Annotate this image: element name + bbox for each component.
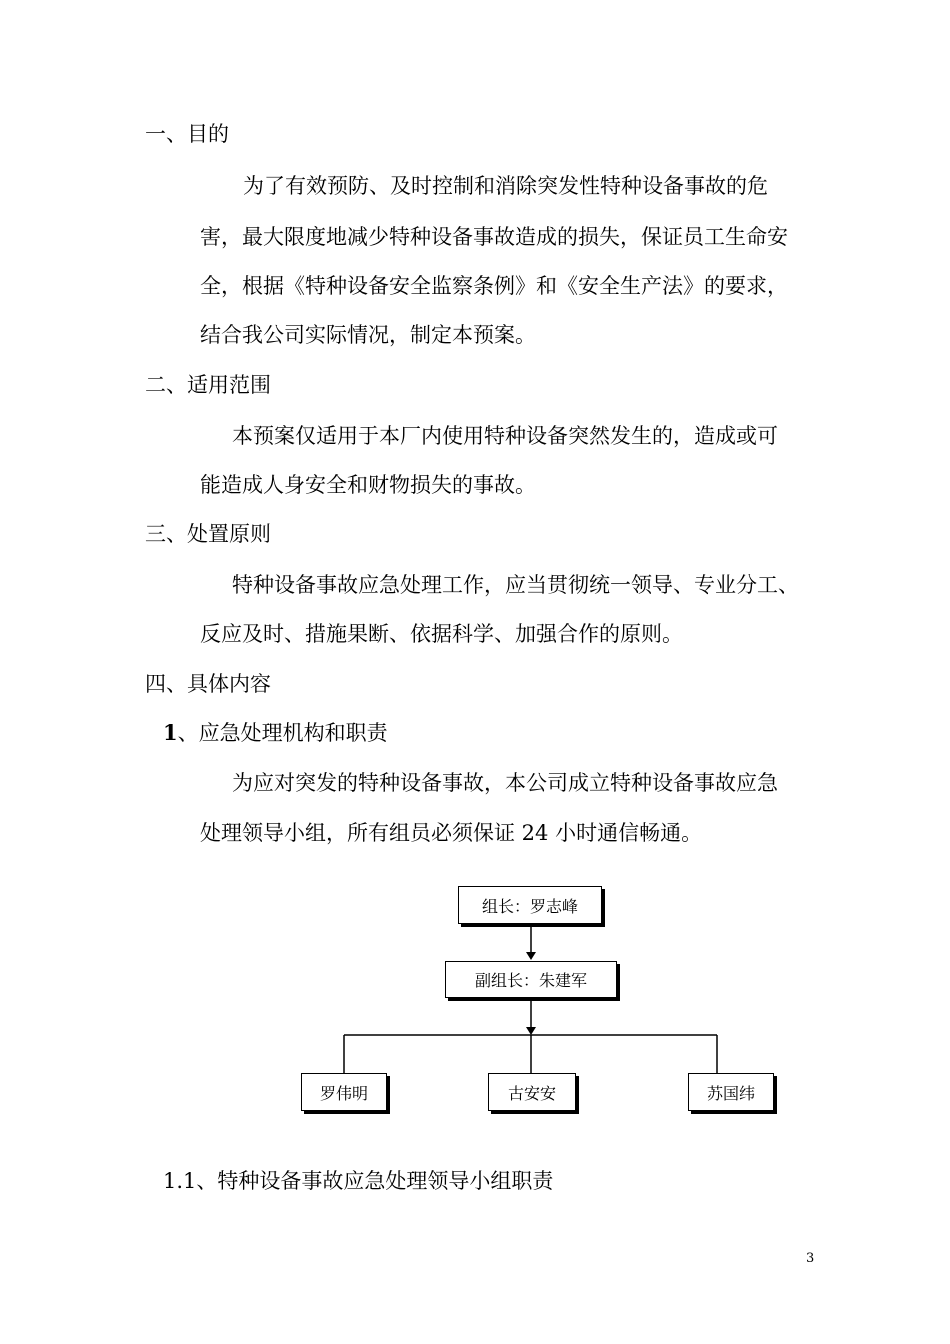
paragraph-line: 为了有效预防、及时控制和消除突发性特种设备事故的危 — [243, 174, 768, 198]
paragraph-line: 结合我公司实际情况，制定本预案。 — [200, 323, 536, 347]
subsection-number: 1 — [163, 720, 178, 745]
paragraph-line: 特种设备事故应急处理工作，应当贯彻统一领导、专业分工、 — [232, 573, 799, 597]
section-heading-scope: 二、适用范围 — [145, 373, 271, 397]
section-heading-principles: 三、处置原则 — [145, 522, 271, 546]
org-member-box: 罗伟明 — [301, 1073, 387, 1111]
subsection-title: 、应急处理机构和职责 — [177, 721, 388, 745]
org-deputy-box: 副组长：朱建军 — [445, 961, 617, 998]
subsection-heading: 1.1、特种设备事故应急处理领导小组职责 — [163, 1169, 554, 1193]
paragraph-line: 反应及时、措施果断、依据科学、加强合作的原则。 — [200, 622, 683, 646]
paragraph-line: 本预案仅适用于本厂内使用特种设备突然发生的，造成或可 — [232, 424, 778, 448]
paragraph-line: 为应对突发的特种设备事故，本公司成立特种设备事故应急 — [232, 771, 778, 795]
page-number: 3 — [806, 1251, 815, 1266]
paragraph-line: 害，最大限度地减少特种设备事故造成的损失，保证员工生命安 — [200, 225, 788, 249]
paragraph-line: 全，根据《特种设备安全监察条例》和《安全生产法》的要求， — [200, 274, 788, 298]
section-heading-purpose: 一、目的 — [145, 122, 229, 146]
org-member-box: 苏国纬 — [688, 1073, 774, 1111]
org-leader-box: 组长：罗志峰 — [458, 886, 602, 924]
section-heading-contents: 四、具体内容 — [145, 672, 271, 696]
paragraph-line: 能造成人身安全和财物损失的事故。 — [200, 473, 536, 497]
paragraph-line: 处理领导小组，所有组员必须保证 24 小时通信畅通。 — [200, 821, 703, 845]
org-member-box: 古安安 — [488, 1073, 576, 1111]
